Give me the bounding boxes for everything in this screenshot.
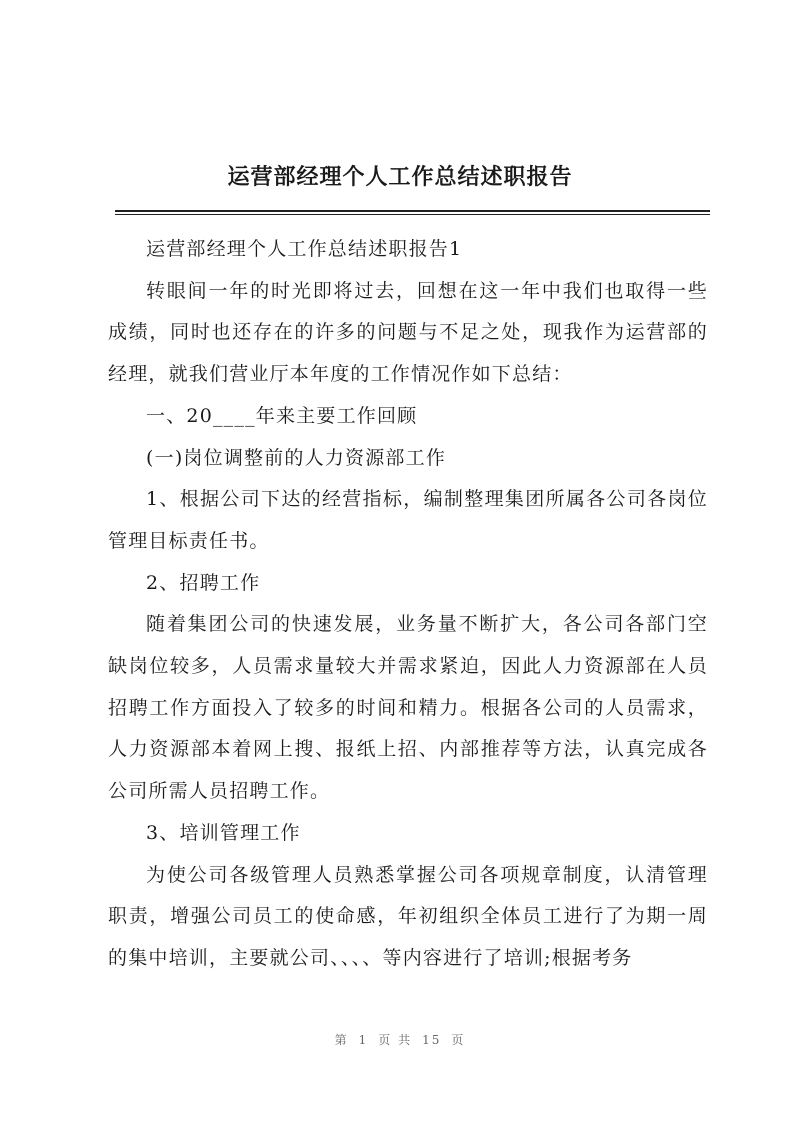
paragraph-training: 为使公司各级管理人员熟悉掌握公司各项规章制度，认清管理职责，增强公司员工的使命感，年初组织全体员工进行了为期一周的集中培训，主要就公司、、、、等内容进行了培训;根据考务	[108, 863, 708, 969]
footer-label-pages: 页	[451, 1033, 466, 1047]
document-body	[108, 229, 708, 980]
title-divider-thin	[115, 214, 710, 215]
page-footer	[0, 1031, 800, 1048]
item-heading-recruitment: 2、招聘工作	[146, 571, 261, 594]
footer-label-page: 第	[334, 1033, 349, 1047]
document-title: 运营部经理个人工作总结述职报告	[227, 164, 573, 190]
title-divider-thick	[115, 210, 710, 212]
paragraph-subtitle: 运营部经理个人工作总结述职报告1	[146, 238, 463, 260]
paragraph-recruitment: 随着集团公司的快速发展，业务量不断扩大，各公司各部门空缺岗位较多，人员需求量较大并需求紧迫，因此人力资源部在人员招聘工作方面投入了较多的时间和精力。根据各公司的人员需求，人力资源部本着网上搜、报纸上招、内部推荐等方法，认真完成各公司所需人员招聘工作。	[108, 613, 708, 803]
footer-label-of: 页 共	[378, 1033, 413, 1047]
paragraph-item-1: 1、根据公司下达的经营指标，编制整理集团所属各公司各岗位管理目标责任书。	[108, 488, 708, 552]
subsection-heading-hr: (一)岗位调整前的人力资源部工作	[146, 446, 447, 469]
item-heading-training: 3、培训管理工作	[146, 821, 301, 844]
footer-current-page: 1	[358, 1033, 369, 1047]
section-heading-review: 一、20____年来主要工作回顾	[146, 404, 418, 427]
footer-total-pages: 15	[422, 1033, 442, 1047]
paragraph-intro: 转眼间一年的时光即将过去，回想在这一年中我们也取得一些成绩，同时也还存在的许多的问题与不足之处，现我作为运营部的经理，就我们营业厅本年度的工作情况作如下总结：	[108, 279, 708, 386]
